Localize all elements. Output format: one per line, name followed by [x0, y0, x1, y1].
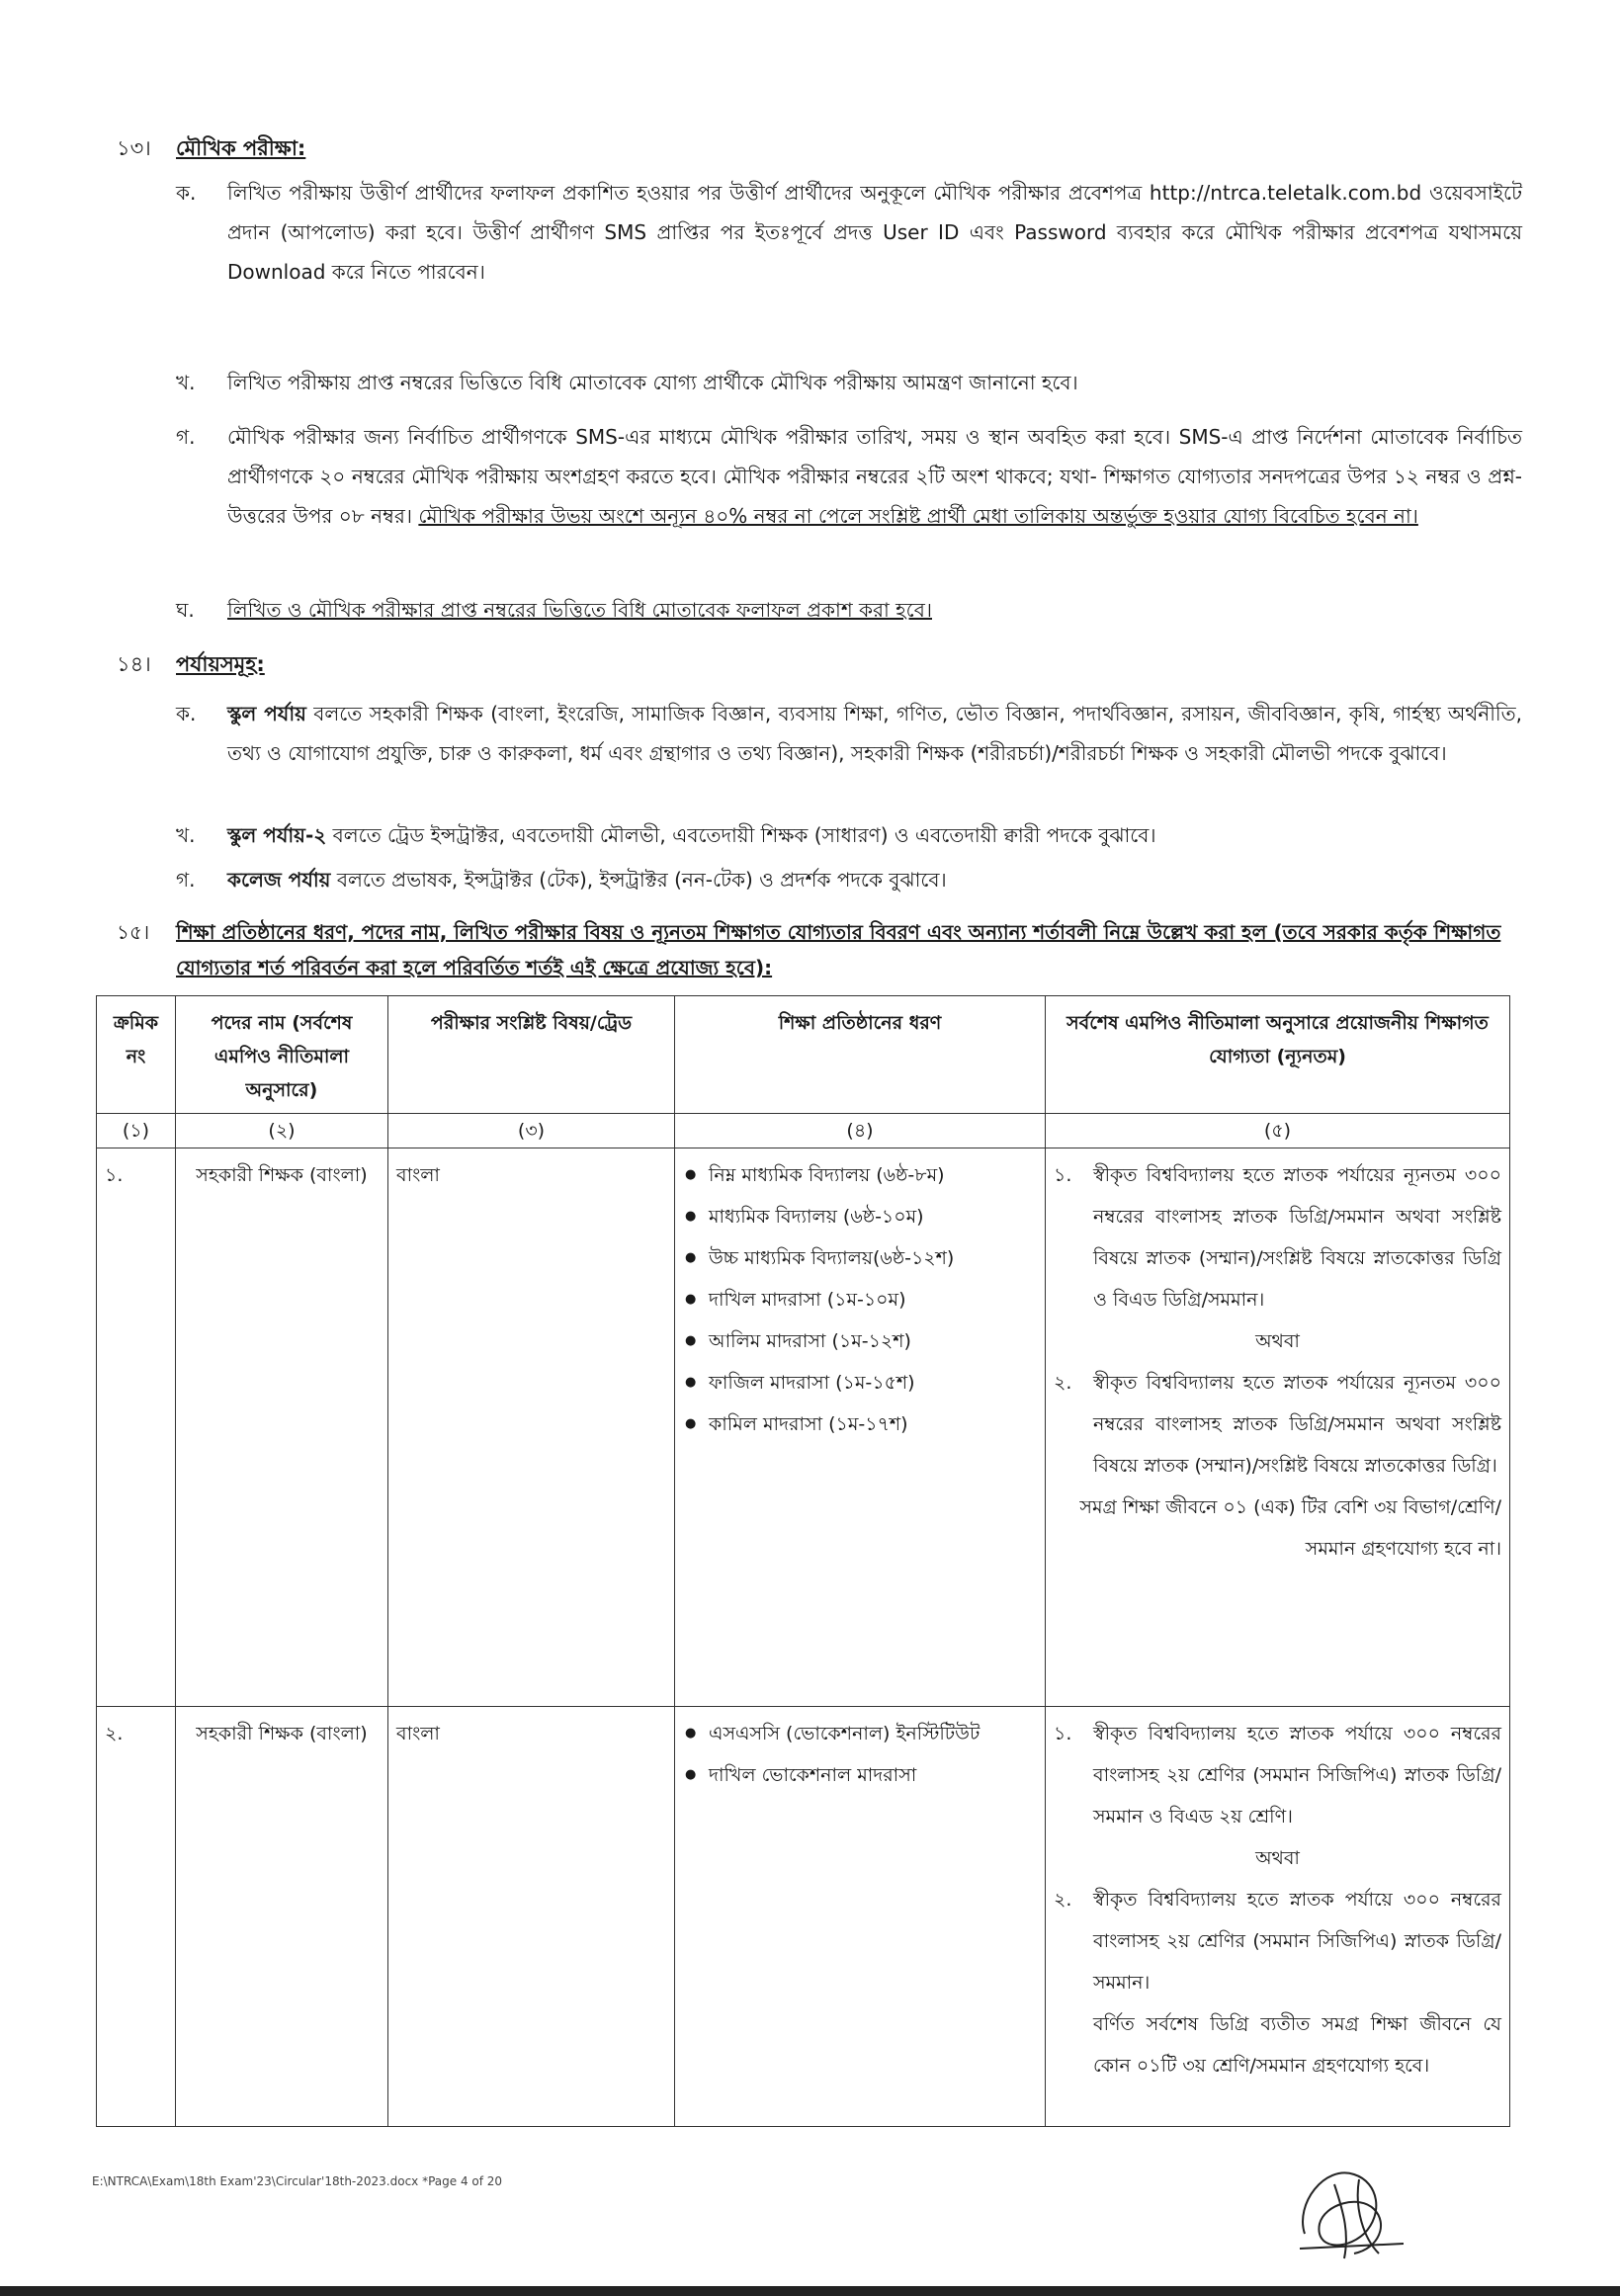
section-15-heading	[117, 914, 1520, 985]
option-text: স্বীকৃত বিশ্ববিদ্যালয় হতে স্নাতক পর্যায়ে ৩০০ নম্বরের বাংলাসহ ২য় শ্রেণির (সমমান সিজিপিএ) স্নাতক ডিগ্রি/সমমান ও বিএড ২য় শ্রেণি।	[1093, 1723, 1501, 1828]
section-13-item-gha	[176, 590, 1522, 630]
column-number: (৩)	[388, 1114, 675, 1148]
list-item: ● নিম্ন মাধ্যমিক বিদ্যালয় (৬ষ্ঠ-৮ম)	[683, 1154, 1037, 1196]
option-text: স্বীকৃত বিশ্ববিদ্যালয় হতে স্নাতক পর্যায়ের ন্যূনতম ৩০০ নম্বরের বাংলাসহ স্নাতক ডিগ্রি/সমমান অথবা সংশ্লিষ্ট বিষয়ে স্নাতক (সম্মান)/সংশ্লিষ্ট বিষয়ে স্নাতকোত্তর ডিগ্রি।	[1093, 1372, 1501, 1477]
qualification-note: সমগ্র শিক্ষা জীবনে ০১ (এক) টির বেশি ৩য় বিভাগ/শ্রেণি/সমমান গ্রহণযোগ্য হবে না।	[1079, 1496, 1501, 1560]
option-text: স্বীকৃত বিশ্ববিদ্যালয় হতে স্নাতক পর্যায়ের ন্যূনতম ৩০০ নম্বরের বাংলাসহ স্নাতক ডিগ্রি/সমমান অথবা সংশ্লিষ্ট বিষয়ে স্নাতক (সম্মান)/সংশ্লিষ্ট বিষয়ে স্নাতকোত্তর ডিগ্রি ও বিএড ডিগ্রি/সমমান।	[1093, 1164, 1501, 1311]
item-bold-term: স্কুল পর্যায়-২	[227, 823, 327, 847]
section-number: ১৫।	[117, 920, 150, 944]
section-13-item-ka	[176, 173, 1522, 292]
table-row	[97, 1148, 1510, 1707]
option-number: ১.	[1054, 1723, 1072, 1744]
option-number: ২.	[1054, 1372, 1072, 1394]
section-15-text: শিক্ষা প্রতিষ্ঠানের ধরণ, পদের নাম, লিখিত পরীক্ষার বিষয় ও ন্যূনতম শিক্ষাগত যোগ্যতার বিবরণ এবং অন্যান্য শর্তাবলী নিম্নে উল্লেখ করা হল (তবে সরকার কর্তৃক শিক্ষাগত যোগ্যতার শর্ত পরিবর্তন করা হলে পরিবর্তিত শর্তই এই ক্ষেত্রে প্রযোজ্য হবে):	[176, 920, 1501, 979]
qualification-option-1	[1054, 1154, 1501, 1320]
item-label: খ.	[176, 823, 196, 847]
item-text-underlined: মৌখিক পরীক্ষার উভয় অংশে অন্যূন ৪০% নম্বর না পেলে সংশ্লিষ্ট প্রার্থী মেধা তালিকায় অন্তর্ভুক্ত হওয়ার যোগ্য বিবেচিত হবেন না।	[418, 504, 1418, 528]
cell-subject: বাংলা	[388, 1707, 675, 2127]
option-text: স্বীকৃত বিশ্ববিদ্যালয় হতে স্নাতক পর্যায়ে ৩০০ নম্বরের বাংলাসহ ২য় শ্রেণির (সমমান সিজিপিএ) স্নাতক ডিগ্রি/সমমান।	[1093, 1889, 1501, 1994]
cell-institutions	[675, 1707, 1046, 2127]
section-number: ১৩।	[117, 136, 151, 160]
cell-post: সহকারী শিক্ষক (বাংলা)	[176, 1707, 388, 2127]
qualification-option-2	[1054, 1879, 1501, 2003]
section-14-heading	[117, 649, 265, 679]
section-14-item-ga	[176, 860, 1522, 899]
cell-serial: ১.	[97, 1148, 176, 1707]
section-14-item-ka	[176, 694, 1522, 773]
or-separator: অথবা	[1255, 1330, 1300, 1352]
or-separator: অথবা	[1255, 1847, 1300, 1869]
section-13-heading	[117, 133, 305, 163]
option-number: ২.	[1054, 1889, 1072, 1911]
table-header-row	[97, 996, 1510, 1114]
cell-serial: ২.	[97, 1707, 176, 2127]
cell-subject: বাংলা	[388, 1148, 675, 1707]
qualification-option-2	[1054, 1362, 1501, 1487]
column-number-row	[97, 1114, 1510, 1148]
item-label: গ.	[176, 868, 196, 892]
item-label: খ.	[176, 371, 196, 394]
cell-qualification	[1046, 1148, 1510, 1707]
item-text: বলতে ট্রেড ইন্সট্রাক্টর, এবতেদায়ী মৌলভী, এবতেদায়ী শিক্ষক (সাধারণ) ও এবতেদায়ী ক্বারী পদকে বুঝাবে।	[326, 823, 1156, 847]
qualification-table	[96, 995, 1510, 2127]
item-text: লিখিত পরীক্ষায় প্রাপ্ত নম্বরের ভিত্তিতে বিধি মোতাবেক যোগ্য প্রার্থীকে মৌখিক পরীক্ষায় আমন্ত্রণ জানানো হবে।	[227, 371, 1078, 394]
signature-mark	[1285, 2155, 1413, 2263]
section-title: পর্যায়সমূহ:	[176, 652, 265, 676]
cell-post: সহকারী শিক্ষক (বাংলা)	[176, 1148, 388, 1707]
header-institution: শিক্ষা প্রতিষ্ঠানের ধরণ	[675, 996, 1046, 1114]
item-text: বলতে সহকারী শিক্ষক (বাংলা, ইংরেজি, সামাজিক বিজ্ঞান, ব্যবসায় শিক্ষা, গণিত, ভৌত বিজ্ঞান, পদার্থবিজ্ঞান, রসায়ন, জীববিজ্ঞান, কৃষি, গার্হস্থ্য অর্থনীতি, তথ্য ও যোগাযোগ প্রযুক্তি, চারু ও কারুকলা, ধর্ম এবং গ্রন্থাগার ও তথ্য বিজ্ঞান), সহকারী শিক্ষক (শরীরচর্চা)/শরীরচর্চা শিক্ষক ও সহকারী মৌলভী পদকে বুঝাবে।	[227, 702, 1522, 765]
header-subject: পরীক্ষার সংশ্লিষ্ট বিষয়/ট্রেড	[388, 996, 675, 1114]
cell-institutions	[675, 1148, 1046, 1707]
list-item: ● আলিম মাদরাসা (১ম-১২শ)	[683, 1320, 1037, 1362]
item-bold-term: কলেজ পর্যায়	[227, 868, 331, 892]
list-item: ● মাধ্যমিক বিদ্যালয় (৬ষ্ঠ-১০ম)	[683, 1196, 1037, 1237]
item-label: ঘ.	[176, 598, 195, 622]
scan-edge	[0, 2286, 1620, 2296]
item-text: লিখিত পরীক্ষায় উত্তীর্ণ প্রার্থীদের ফলাফল প্রকাশিত হওয়ার পর উত্তীর্ণ প্রার্থীদের অনুকূলে মৌখিক পরীক্ষার প্রবেশপত্র http://ntrca.teletalk.com.bd ওয়েবসাইটে প্রদান (আপলোড) করা হবে। উত্তীর্ণ প্রার্থীগণ SMS প্রাপ্তির পর ইতঃপূর্বে প্রদত্ত User ID এবং Password ব্যবহার করে মৌখিক পরীক্ষার প্রবেশপত্র যথাসময়ে Download করে নিতে পারবেন।	[227, 181, 1522, 284]
section-title: মৌখিক পরীক্ষা:	[176, 136, 306, 160]
item-bold-term: স্কুল পর্যায়	[227, 702, 306, 725]
column-number: (১)	[97, 1114, 176, 1148]
institution-list	[683, 1713, 1037, 1796]
column-number: (৪)	[675, 1114, 1046, 1148]
item-text: বলতে প্রভাষক, ইন্সট্রাক্টর (টেক), ইন্সট্রাক্টর (নন-টেক) ও প্রদর্শক পদকে বুঝাবে।	[330, 868, 947, 892]
item-text-underlined: লিখিত ও মৌখিক পরীক্ষার প্রাপ্ত নম্বরের ভিত্তিতে বিধি মোতাবেক ফলাফল প্রকাশ করা হবে।	[227, 598, 932, 622]
footer-file-path: E:\NTRCA\Exam\18th Exam'23\Circular'18th-2023.docx *Page 4 of 20	[92, 2174, 503, 2188]
list-item: ● ফাজিল মাদরাসা (১ম-১৫শ)	[683, 1362, 1037, 1403]
list-item: ● দাখিল ভোকেশনাল মাদরাসা	[683, 1754, 1037, 1796]
qualification-option-1	[1054, 1713, 1501, 1837]
section-14-item-kha	[176, 815, 1522, 855]
option-number: ১.	[1054, 1164, 1072, 1186]
list-item: ● এসএসসি (ভোকেশনাল) ইনস্টিটিউট	[683, 1713, 1037, 1754]
item-label: ক.	[176, 702, 197, 725]
qualification-note: বর্ণিত সর্বশেষ ডিগ্রি ব্যতীত সমগ্র শিক্ষা জীবনে যে কোন ০১টি ৩য় শ্রেণি/সমমান গ্রহণযোগ্য হবে।	[1093, 2013, 1501, 2077]
column-number: (৫)	[1046, 1114, 1510, 1148]
list-item: ● কামিল মাদরাসা (১ম-১৭শ)	[683, 1403, 1037, 1445]
institution-list	[683, 1154, 1037, 1445]
item-label: গ.	[176, 425, 196, 449]
cell-qualification	[1046, 1707, 1510, 2127]
section-13-item-kha	[176, 363, 1522, 402]
section-number: ১৪।	[117, 652, 151, 676]
header-serial: ক্রমিক নং	[97, 996, 176, 1114]
item-label: ক.	[176, 181, 197, 205]
header-qualification: সর্বশেষ এমপিও নীতিমালা অনুসারে প্রয়োজনীয় শিক্ষাগত যোগ্যতা (ন্যূনতম)	[1046, 996, 1510, 1114]
header-post: পদের নাম (সর্বশেষ এমপিও নীতিমালা অনুসারে)	[176, 996, 388, 1114]
column-number: (২)	[176, 1114, 388, 1148]
item-text: মৌখিক পরীক্ষার জন্য নির্বাচিত প্রার্থীগণকে SMS-এর মাধ্যমে মৌখিক পরীক্ষার তারিখ, সময় ও স্থান অবহিত করা হবে। SMS-এ প্রাপ্ত নির্দেশনা মোতাবেক নির্বাচিত প্রার্থীগণকে ২০ নম্বরের মৌখিক পরীক্ষায় অংশগ্রহণ করতে হবে। মৌখিক পরীক্ষার নম্বরের ২টি অংশ থাকবে; যথা- শিক্ষাগত যোগ্যতার সনদপত্রের উপর ১২ নম্বর ও প্রশ্ন-উত্তরের উপর ০৮ নম্বর।	[227, 425, 1522, 528]
section-13-item-ga	[176, 417, 1522, 536]
table-row	[97, 1707, 1510, 2127]
list-item: ● দাখিল মাদরাসা (১ম-১০ম)	[683, 1279, 1037, 1320]
list-item: ● উচ্চ মাধ্যমিক বিদ্যালয়(৬ষ্ঠ-১২শ)	[683, 1237, 1037, 1279]
